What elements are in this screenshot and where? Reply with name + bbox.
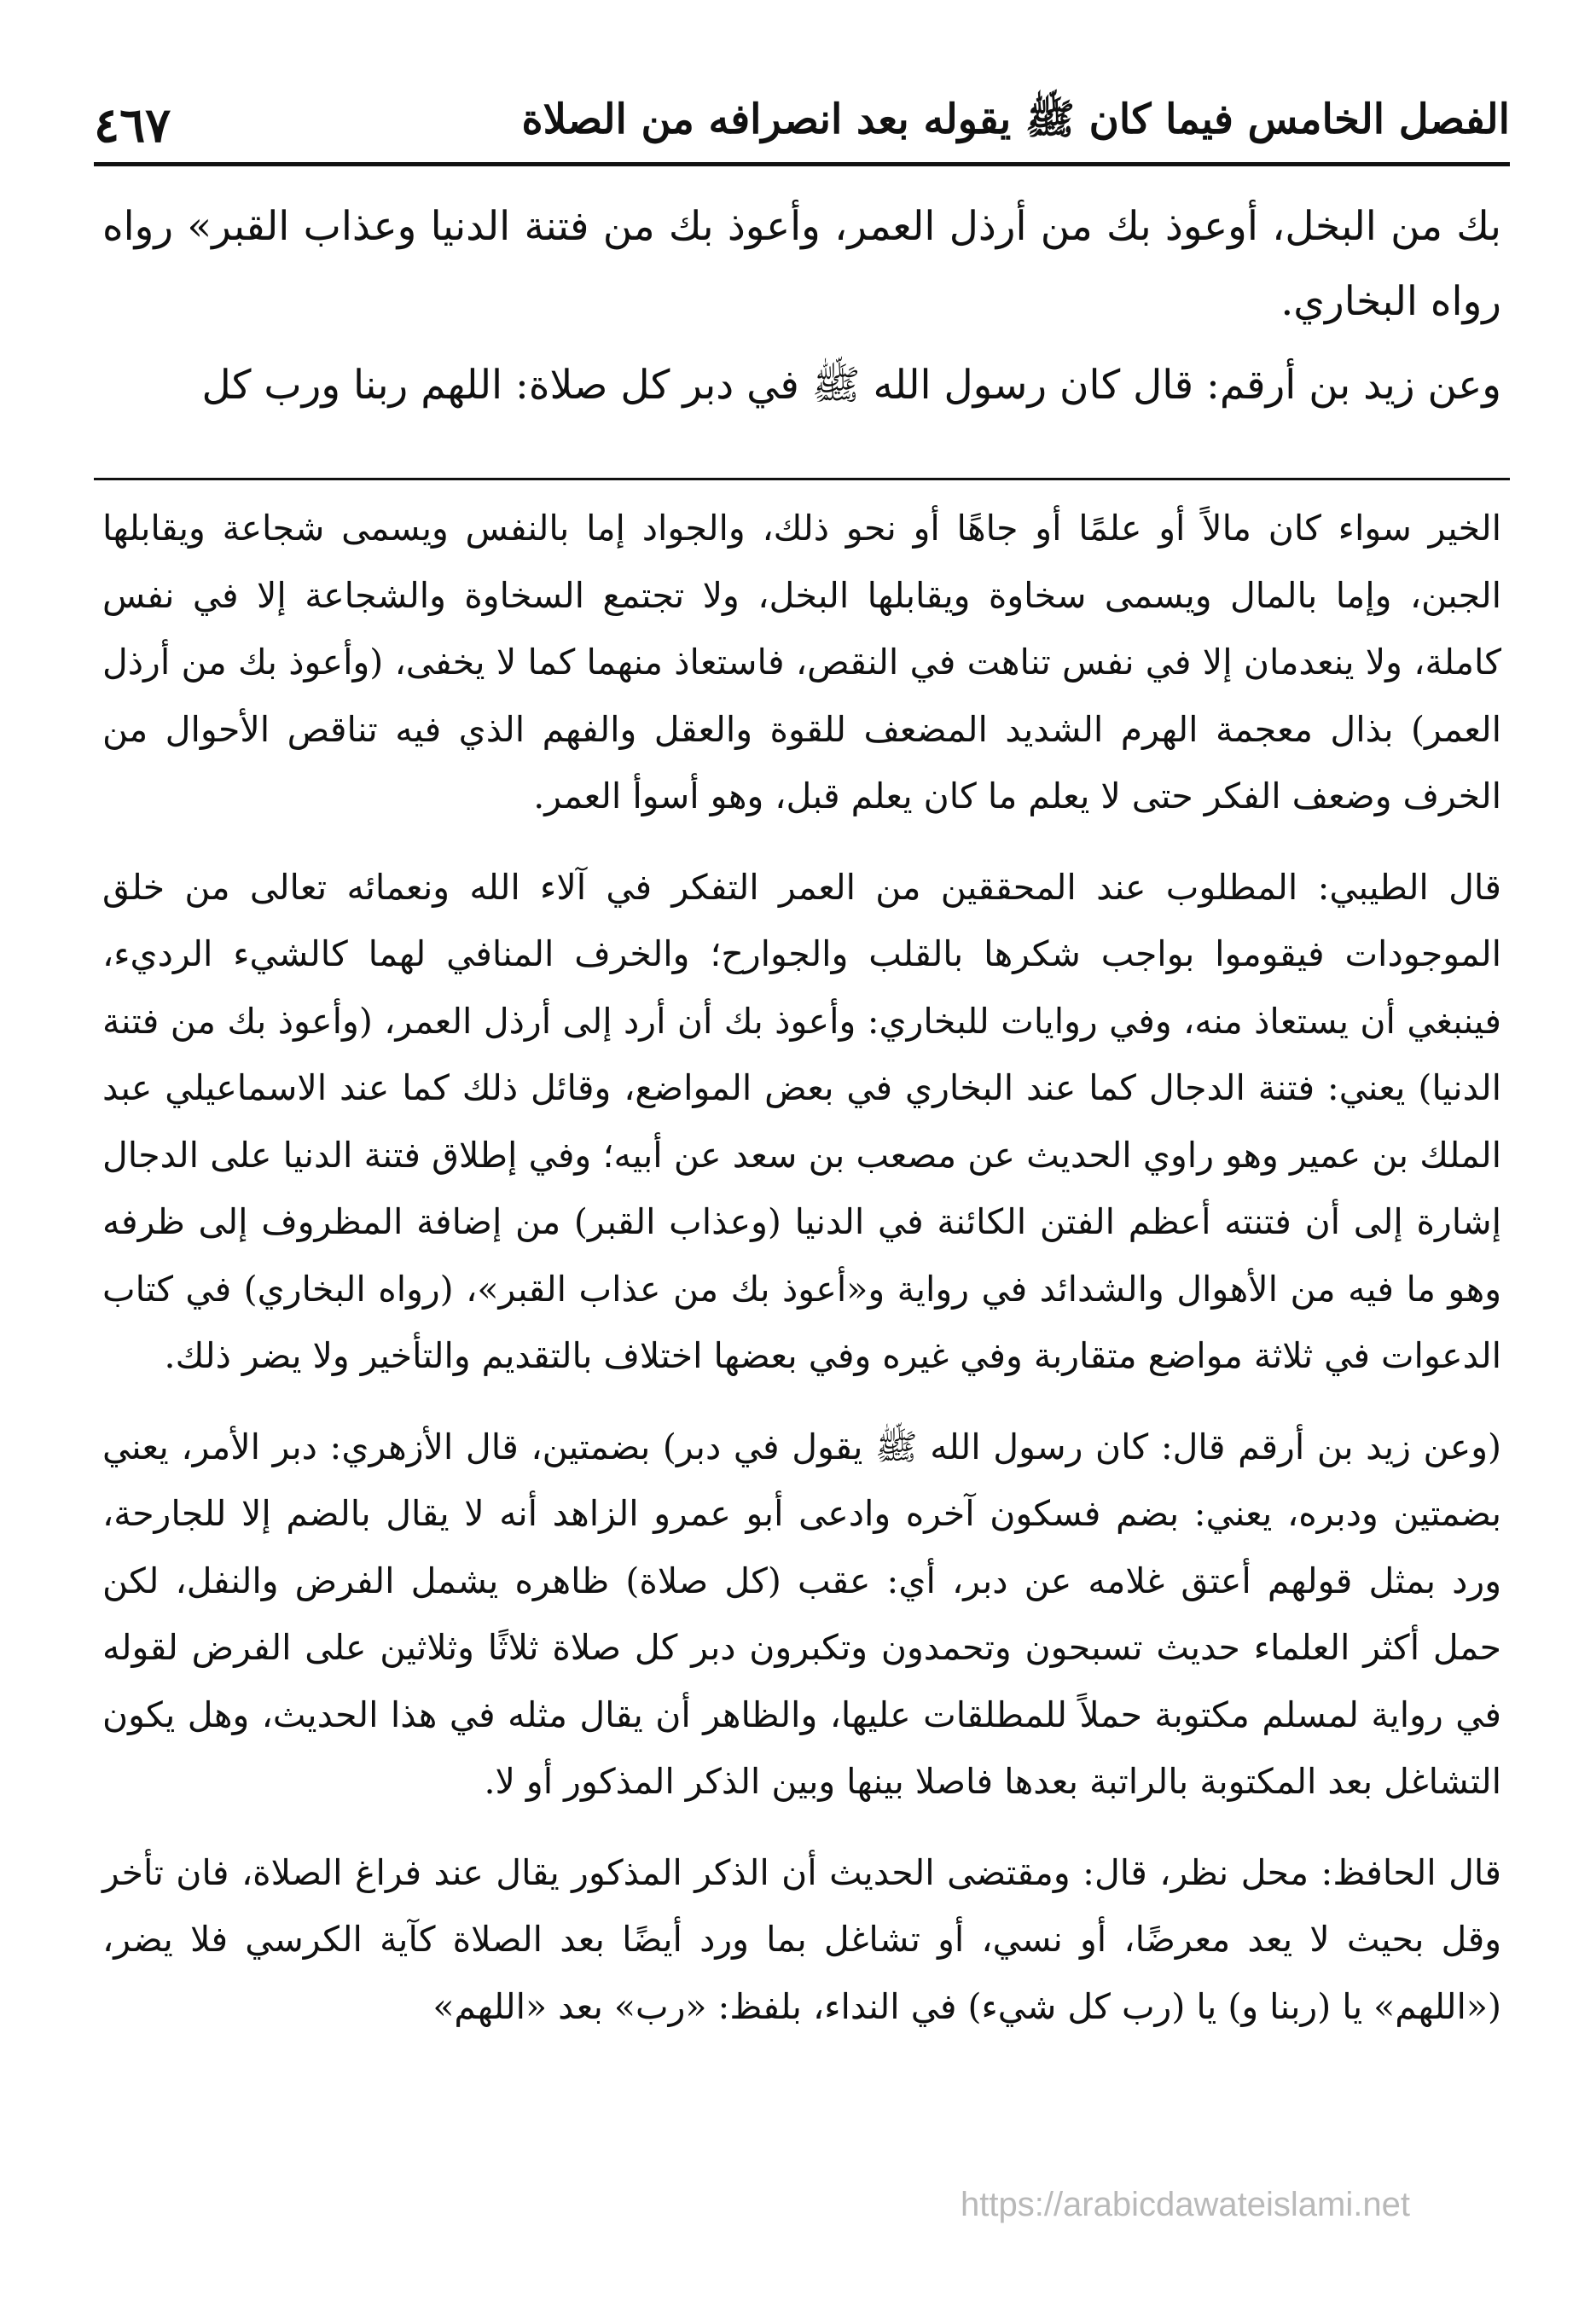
page-number: ٤٦٧ xyxy=(94,97,171,154)
footnote-separator xyxy=(94,478,1510,480)
main-paragraph: بك من البخل، أوعوذ بك من أرذل العمر، وأعوذ بك من فتنة الدنيا وعذاب القبر» رواه رواه البخاري. xyxy=(102,203,1501,325)
commentary-paragraph: قال الحافظ: محل نظر، قال: ومقتضى الحديث أن الذكر المذكور يقال عند فراغ الصلاة، فان تأخر وقل بحيث لا يعد معرضًا، أو نسي، أو تشاغل بما ورد أيضًا بعد الصلاة كآية الكرسي فلا يضر، («اللهم» يا (ربنا و) يا (رب كل شيء) في النداء، بلفظ: «رب» بعد «اللهم» xyxy=(102,1851,1501,2027)
header-rule xyxy=(94,162,1510,166)
commentary-paragraph: الخير سواء كان مالاً أو علمًا أو جاهًا أو نحو ذلك، والجواد إما بالنفس ويسمى شجاعة ويقابلها الجبن، وإما بالمال ويسمى سخاوة ويقابلها البخل، ولا تجتمع السخاوة والشجاعة إلا في نفس كاملة، ولا ينعدمان إلا في نفس تناهت في النقص، فاستعاذ منهما كما لا يخفى، (وأعوذ بك من أرذل العمر) بذال معجمة الهرم الشديد المضعف للقوة والعقل والفهم الذي فيه تناقص الأحوال من الخرف وضعف الفكر حتى لا يعلم ما كان يعلم قبل، وهو أسوأ العمر. xyxy=(102,508,1501,816)
main-paragraph: وعن زيد بن أرقم: قال كان رسول الله ﷺ في دبر كل صلاة: اللهم ربنا ورب كل xyxy=(201,362,1501,409)
commentary-text xyxy=(102,495,1501,2040)
main-text xyxy=(102,189,1501,423)
running-header xyxy=(94,85,1510,154)
commentary-paragraph: (وعن زيد بن أرقم قال: كان رسول الله ﷺ يقول في دبر) بضمتين، قال الأزهري: دبر الأمر، يعني بضمتين ودبره، يعني: بضم فسكون آخره وادعى أبو عمرو الزاهد أنه لا يقال بالضم إلا للجارحة، ورد بمثل قولهم أعتق غلامه عن دبر، أي: عقب (كل صلاة) ظاهره يشمل الفرض والنفل، لكن حمل أكثر العلماء حديث تسبحون وتحمدون وتكبرون دبر كل صلاة ثلاثًا وثلاثين على الفرض لقوله في رواية لمسلم مكتوبة حملاً للمطلقات عليها، والظاهر أن يقال مثله في هذا الحديث، وهل يكون التشاغل بعد المكتوبة بالراتبة بعدها فاصلا بينها وبين الذكر المذكور أو لا. xyxy=(102,1426,1501,1802)
watermark-url: https://arabicdawateislami.net xyxy=(961,2186,1410,2223)
commentary-paragraph: قال الطيبي: المطلوب عند المحققين من العمر التفكر في آلاء الله ونعمائه تعالى من خلق الموجودات فيقوموا بواجب شكرها بالقلب والجوارح؛ والخرف المنافي لهما كالشيء الرديء، فينبغي أن يستعاذ منه، وفي روايات للبخاري: وأعوذ بك أن أرد إلى أرذل العمر، (وأعوذ بك من فتنة الدنيا) يعني: فتنة الدجال كما عند البخاري في بعض المواضع، وقائل ذلك كما عند الاسماعيلي عبد الملك بن عمير وهو راوي الحديث عن مصعب بن سعد عن أبيه؛ وفي إطلاق فتنة الدنيا على الدجال إشارة إلى أن فتنته أعظم الفتن الكائنة في الدنيا (وعذاب القبر) من إضافة المظروف إلى ظرفه وهو ما فيه من الأهوال والشدائد في رواية و«أعوذ بك من عذاب القبر»، (رواه البخاري) في كتاب الدعوات في ثلاثة مواضع متقاربة وفي غيره وفي بعضها اختلاف بالتقديم والتأخير ولا يضر ذلك. xyxy=(102,866,1501,1376)
chapter-title: الفصل الخامس فيما كان ﷺ يقوله بعد انصرافه من الصلاة xyxy=(521,96,1510,143)
